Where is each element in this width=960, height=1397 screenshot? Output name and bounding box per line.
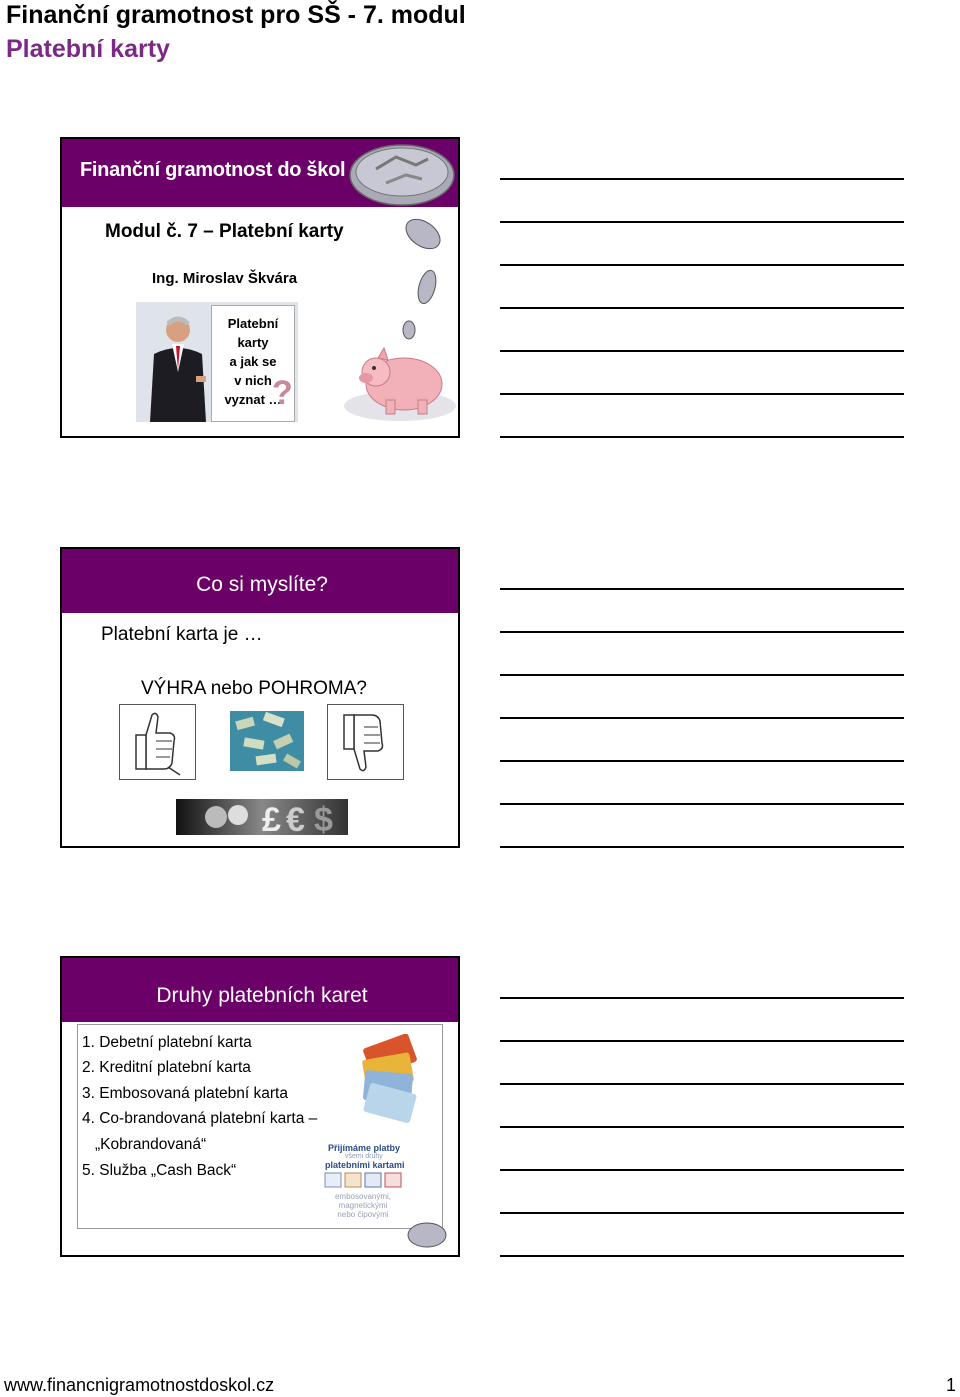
coin-large-icon xyxy=(346,139,458,207)
thumbs-up-image xyxy=(119,704,196,780)
currency-banner-image xyxy=(176,799,348,835)
sign-footer-line: nebo čipovými xyxy=(337,1210,389,1219)
board-line: karty xyxy=(237,335,269,350)
slide-1-module-title: Modul č. 7 – Platební karty xyxy=(105,221,344,242)
sign-title-2: platebními kartami xyxy=(325,1160,405,1170)
presenter-photo xyxy=(136,302,298,422)
note-line xyxy=(500,1255,904,1257)
cards-fan-image xyxy=(352,1034,426,1126)
note-line xyxy=(500,264,904,266)
thumbs-down-icon xyxy=(328,705,403,779)
board-line: a jak se xyxy=(229,354,277,369)
sign-footer-line: embosovanými, xyxy=(334,1192,392,1201)
question-mark-icon: ? xyxy=(272,374,293,412)
note-line xyxy=(500,1212,904,1214)
document-title: Finanční gramotnost pro SŠ - 7. modul xyxy=(6,1,466,29)
note-line xyxy=(500,307,904,309)
coin-icon xyxy=(414,267,440,307)
sign-footer xyxy=(330,1192,396,1219)
thumbs-up-icon xyxy=(120,705,195,779)
svg-text:£: £ xyxy=(262,801,281,835)
slide-3-title: Druhy platebních karet xyxy=(156,984,368,1007)
slide-1-banner: Finanční gramotnost do škol xyxy=(80,159,346,181)
footer-url: www.financnigramotnostdoskol.cz xyxy=(4,1375,275,1395)
money-icon xyxy=(230,711,304,771)
note-line xyxy=(500,997,904,999)
sign-title: Přijímáme platby xyxy=(328,1143,401,1153)
slide-2-text-1: Platební karta je … xyxy=(101,624,263,645)
list-item: 1. Debetní platební karta xyxy=(82,1034,252,1051)
note-line xyxy=(500,674,904,676)
board-line: v nich xyxy=(234,373,272,388)
money-rain-image xyxy=(230,711,304,771)
note-line xyxy=(500,588,904,590)
note-line xyxy=(500,1040,904,1042)
note-line xyxy=(500,760,904,762)
slide-2-title: Co si myslíte? xyxy=(196,573,328,596)
note-line xyxy=(500,350,904,352)
presenter-figure xyxy=(144,312,208,422)
note-line xyxy=(500,393,904,395)
note-line xyxy=(500,436,904,438)
board-line: vyznat … xyxy=(224,392,282,407)
note-line xyxy=(500,717,904,719)
list-item: 5. Služba „Cash Back“ xyxy=(82,1162,237,1179)
document-subtitle: Platební karty xyxy=(6,35,170,63)
sign-subtitle: všemi druhy xyxy=(345,1153,383,1160)
note-line xyxy=(500,846,904,848)
slide-2-text-2: VÝHRA nebo POHROMA? xyxy=(141,678,367,699)
list-item: „Kobrandovaná“ xyxy=(95,1136,207,1153)
page-number: 1 xyxy=(946,1375,957,1395)
slide-1 xyxy=(60,137,460,438)
card-logos-image xyxy=(324,1172,402,1188)
slide-3 xyxy=(60,956,460,1257)
piggy-bank-icon xyxy=(340,344,456,424)
list-item: 4. Co-brandovaná platební karta – xyxy=(82,1110,318,1127)
coin-icon xyxy=(402,214,444,254)
svg-text:€: € xyxy=(286,801,305,835)
coin-icon xyxy=(406,1220,448,1250)
note-line xyxy=(500,1126,904,1128)
sign-footer-line: magnetickými xyxy=(338,1201,388,1210)
note-line xyxy=(500,1169,904,1171)
thumbs-down-image xyxy=(327,704,404,780)
slide-1-author: Ing. Miroslav Škvára xyxy=(152,270,298,287)
note-line xyxy=(500,803,904,805)
board-line: Platební xyxy=(227,316,279,331)
list-item: 2. Kreditní platební karta xyxy=(82,1059,251,1076)
note-line xyxy=(500,221,904,223)
note-line xyxy=(500,178,904,180)
list-item: 3. Embosovaná platební karta xyxy=(82,1085,288,1102)
svg-text:$: $ xyxy=(314,801,333,835)
slide-2 xyxy=(60,547,460,848)
note-line xyxy=(500,1083,904,1085)
coin-icon xyxy=(401,319,417,341)
note-line xyxy=(500,631,904,633)
